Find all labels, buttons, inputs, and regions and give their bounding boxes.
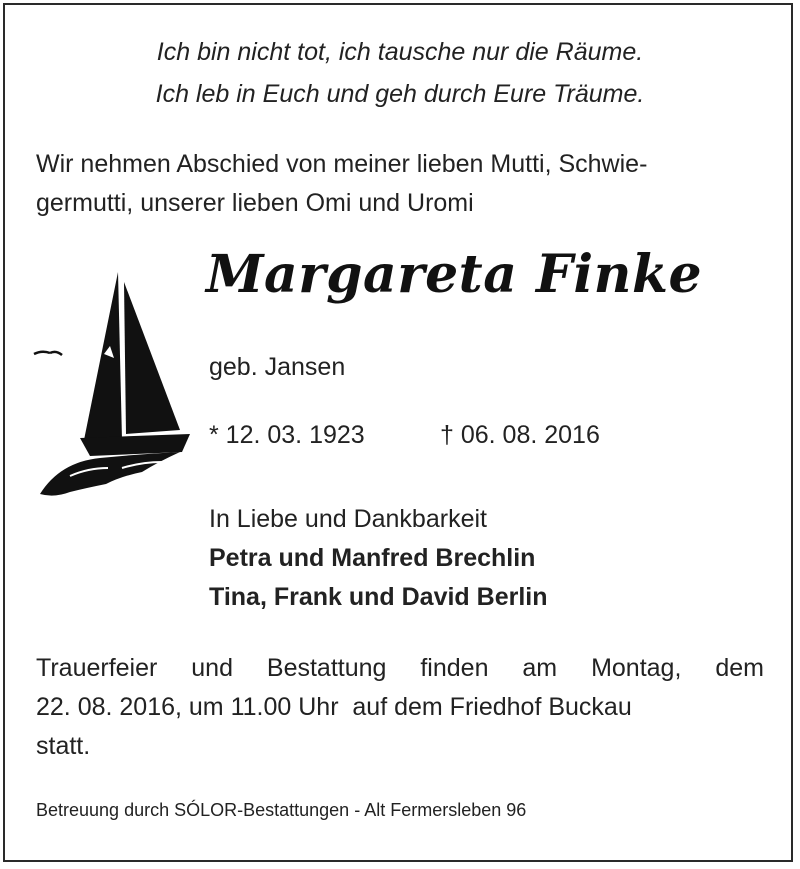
- service-line-2: 22. 08. 2016, um 11.00 Uhr auf dem Friedhof Buckau: [36, 693, 632, 721]
- seagull-icon: [34, 352, 62, 355]
- motto-line-1: Ich bin nicht tot, ich tausche nur die Räume.: [156, 38, 644, 66]
- service-word: am: [522, 654, 558, 682]
- footer-credit: Betreuung durch SÓLOR-Bestattungen - Alt Fermersleben 96: [36, 800, 527, 820]
- service-word: Montag,: [591, 654, 682, 682]
- mourners-intro: In Liebe und Dankbarkeit: [209, 505, 487, 533]
- motto-line-2: Ich leb in Euch und geh durch Eure Träume.: [155, 80, 645, 108]
- intro-line-1: Wir nehmen Abschied von meiner lieben Mutti, Schwie-: [36, 150, 648, 178]
- deceased-name: Margareta Finke: [206, 244, 703, 305]
- service-line-1: [36, 654, 764, 683]
- mourners-line-1: Petra und Manfred Brechlin: [209, 544, 536, 572]
- service-line-3: statt.: [36, 732, 91, 760]
- service-word: und: [191, 654, 233, 682]
- service-word: Bestattung: [266, 654, 387, 682]
- maiden-name: geb. Jansen: [209, 353, 346, 381]
- service-word: Trauerfeier: [36, 654, 158, 682]
- intro-line-2: germutti, unserer lieben Omi und Uromi: [36, 189, 474, 217]
- service-word: finden: [420, 654, 489, 682]
- mourners-line-2: Tina, Frank und David Berlin: [209, 583, 548, 611]
- service-word: dem: [715, 654, 764, 682]
- birth-date: * 12. 03. 1923: [209, 421, 365, 449]
- death-date: † 06. 08. 2016: [440, 421, 600, 449]
- sailboat-icon: [30, 262, 200, 502]
